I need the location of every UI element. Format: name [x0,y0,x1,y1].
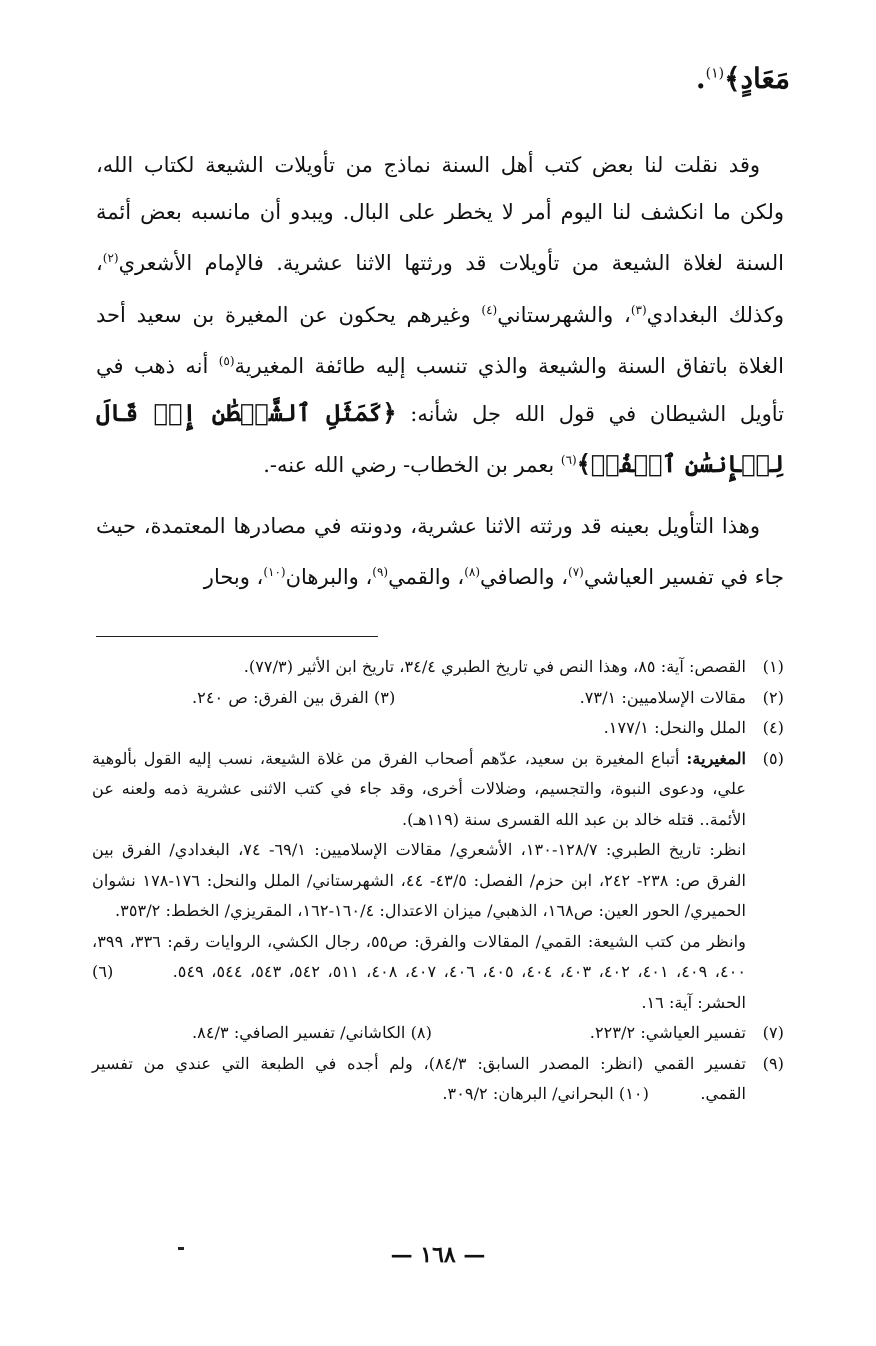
footnote-ref: (٩) [372,565,389,579]
para-text: ، وكذلك البغدادي [96,251,785,327]
footnote-number: (٤) [762,718,784,737]
footnotes [92,652,784,1110]
footnote-text [92,1049,746,1110]
footnote-divider [96,636,378,637]
verse-continuation [696,62,790,95]
page-number: — ١٦٨ — [390,1242,486,1268]
footnote-5-shia-refs [92,927,746,1019]
para-text: ، والصافي [480,565,569,589]
footnote-5-body: أتباع المغيرة بن سعيد، عدّهم أصحاب الفرق من غلاة الشيعة، نسب إليه القول بألوهية علي، ودعوى النبوة، والتجسيم، وضلالات أخرى، وقد جاء في كتب الاثنى عشرية ذمه ولعنه عن الأئمة.. قتله خالد بن عبد الله القسرى سنة (١١٩هـ). [92,748,746,829]
verse-end-text: مَعَادٍ﴾ [724,62,790,95]
footnote-5-shia-text: وانظر من كتب الشيعة: القمي/ المقالات والفرق: ص٥٥، رجال الكشي، الروايات رقم: ٣٣٦، ٣٩٩، ٤٠٠، ٤٠٩، ٤٠١، ٤٠٢، ٤٠٣، ٤٠٤، ٤٠٥، ٤٠٦، ٤٠٧، ٤٠٨، ٥١١، ٥٤٢، ٥٤٣، ٥٤٤، ٥٤٩. [92,931,747,981]
footnote-number: (٧) [762,1023,784,1042]
para-text: ، والبرهان [285,565,373,589]
footnote-4 [92,713,784,744]
footnote-ref: (٧) [568,565,584,579]
footnote-2-3 [92,683,784,714]
footnote-5 [92,744,784,1019]
footnote-number: (٢) [762,687,784,707]
footnote-heading: المغيرية: [686,748,746,768]
footnote-6-text: (٦) الحشر: آية: ١٦. [92,962,746,1012]
quran-verse: ﴿كَمَثَلِ ٱلشَّيۡطَٰنِ إِذۡ قَالَ لِلۡإِنسَٰنِ ٱكۡفُرۡ﴾ [96,397,784,478]
footnote-10-text: (١٠) البحراني/ البرهان: ٣٠٩/٢. [442,1084,649,1103]
para-text: ، وبحار [203,565,264,589]
footnote-ref: (١) [705,65,725,82]
paragraph-1 [96,142,784,489]
footnote-5-sunni-refs: انظر: تاريخ الطبري: ١٢٨/٧-١٣٠، الأشعري/ مقالات الإسلاميين: ٦٩/١- ٧٤، البغدادي/ الفرق بين الفرق ص: ٢٣٨- ٢٤٢، ابن حزم/ الفصل: ٤٣/٥- ٤٤، الشهرستاني/ الملل والنحل: ١٧٦-١٧٨ نشوان الحميري/ الحور العين: ص١٦٨، الذهبي/ ميزان الاعتدال: ١٦٠/٤-١٦٢، المقريزي/ الخطط: ٣٥٣/٢. [92,840,746,920]
footnote-7-text: تفسير العياشي: ٢٢٣/٢. [589,1023,746,1042]
footnote-ref: (١٠) [263,565,286,579]
footnote-2-text: مقالات الإسلاميين: ٧٣/١. [579,687,746,707]
footnote-ref: (٥) [218,354,235,368]
para-text: وهذا التأويل بعينه قد ورثته الاثنا عشرية، ودونته في مصادرها المعتمدة، حيث جاء في تفسير العياشي [96,513,784,589]
footnote-text [92,744,746,1019]
footnote-number: (١) [762,657,784,676]
para-text: أنه ذهب في تأويل الشيطان في قول الله جل شأنه: [96,354,784,426]
paragraph-2 [96,503,784,601]
para-text: وقد نقلت لنا بعض كتب أهل السنة نماذج من تأويلات الشيعة لكتاب الله، ولكن ما انكشف لنا اليوم أمر لا يخطر على البال. ويبدو أن مانسبه بعض أئمة السنة لغلاة الشيعة من تأويلات قد ورثتها الاثنا عشرية. فالإمام الأشعري [96,153,784,275]
footnote-1 [92,652,784,683]
footnote-5-definition [92,744,746,836]
footnote-ref: (٢) [102,251,119,265]
footnote-ref: (٨) [464,565,481,579]
footnote-7-8 [92,1018,784,1049]
footnote-text [92,683,746,714]
footnote-text: القصص: آية: ٨٥، وهذا النص في تاريخ الطبري ٣٤/٤، تاريخ ابن الأثير (٧٧/٣). [243,657,746,676]
para-text: بعمر بن الخطاب- رضي الله عنه-. [263,453,561,477]
main-text [96,142,784,601]
period: . [695,62,706,95]
footnote-number: (٥) [762,748,784,768]
footnote-9-text: تفسير القمي (انظر: المصدر السابق: ٨٤/٣)، ولم أجده في الطبعة التي عندي من تفسير القمي. [92,1053,747,1103]
footnote-8-text: (٨) الكاشاني/ تفسير الصافي: ٨٤/٣. [192,1023,432,1042]
para-text: ، والشهرستاني [497,302,631,327]
footnote-ref: (٤) [481,302,498,317]
footnote-9 [92,1049,784,1110]
footnote-number: (٩) [762,1053,784,1073]
footnote-ref: (٣) [630,302,647,317]
footnote-text [92,1018,746,1049]
footnote-ref: (٦) [560,453,577,467]
para-text: ، والقمي [388,565,465,589]
para-text: وغيرهم يحكون عن المغيرة بن سعيد أحد الغلاة باتفاق السنة والشيعة والذي تنسب إليه طائفة المغيرية [96,302,784,378]
footnote-3-text: (٣) الفرق بين الفرق: ص ٢٤٠. [192,687,396,707]
footnote-text: الملل والنحل: ١٧٧/١. [603,718,746,737]
